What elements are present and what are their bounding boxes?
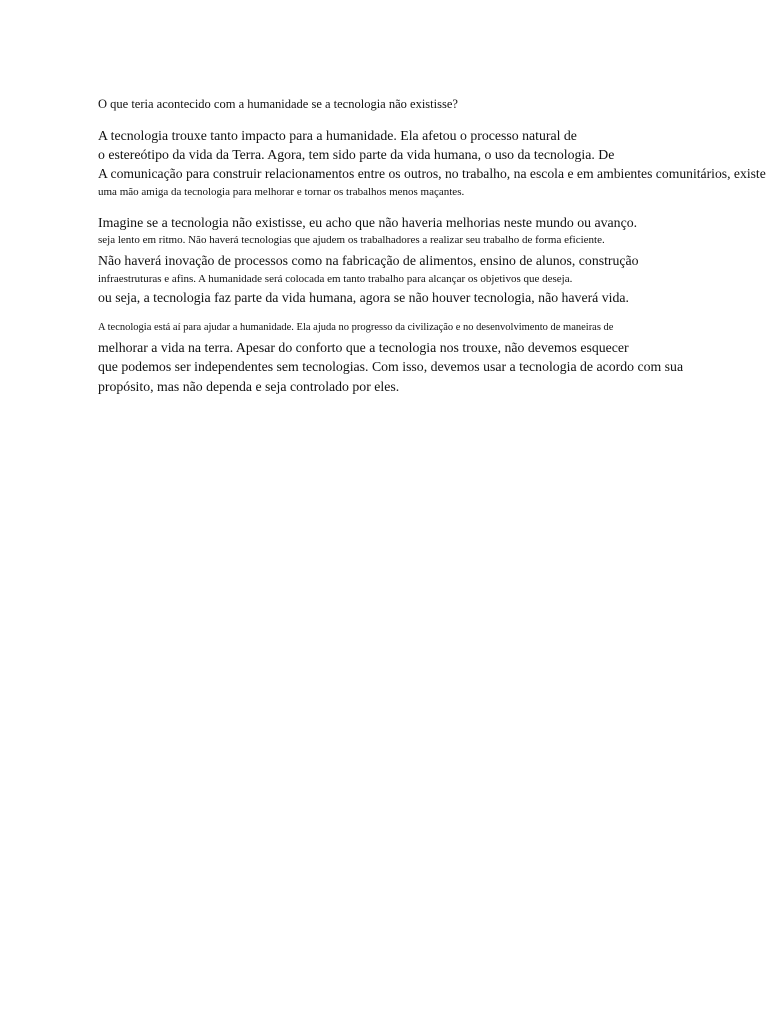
paragraph-1-line-4: uma mão amiga da tecnologia para melhorar e tornar os trabalhos menos maçantes. [98, 186, 465, 198]
paragraph-1-line-1: A tecnologia trouxe tanto impacto para a humanidade. Ela afetou o processo natural de [98, 128, 577, 143]
paragraph-2-line-4: infraestruturas e afins. A humanidade será colocada em tanto trabalho para alcançar os objetivos que deseja. [98, 273, 573, 285]
document-title: O que teria acontecido com a humanidade se a tecnologia não existisse? [98, 97, 458, 111]
paragraph-3-line-1: A tecnologia está aí para ajudar a humanidade. Ela ajuda no progresso da civilização e no desenvolvimento de maneiras de [98, 322, 614, 333]
paragraph-3-line-2: melhorar a vida na terra. Apesar do conforto que a tecnologia nos trouxe, não devemos esquecer [98, 340, 629, 355]
paragraph-2-line-3: Não haverá inovação de processos como na fabricação de alimentos, ensino de alunos, construção [98, 253, 639, 268]
paragraph-2-line-5: ou seja, a tecnologia faz parte da vida humana, agora se não houver tecnologia, não haverá vida. [98, 290, 629, 305]
paragraph-1-line-2: o estereótipo da vida da Terra. Agora, tem sido parte da vida humana, o uso da tecnologia. De [98, 147, 615, 162]
paragraph-3-line-4: propósito, mas não dependa e seja controlado por eles. [98, 379, 400, 394]
paragraph-1-line-3: A comunicação para construir relacionamentos entre os outros, no trabalho, na escola e em ambientes comunitários, existe [98, 166, 766, 181]
paragraph-3-line-3: que podemos ser independentes sem tecnologias. Com isso, devemos usar a tecnologia de acordo com sua [98, 359, 684, 374]
paragraph-2-line-2: seja lento em ritmo. Não haverá tecnologias que ajudem os trabalhadores a realizar seu trabalho de forma eficiente. [98, 234, 605, 246]
paragraph-2-line-1: Imagine se a tecnologia não existisse, eu acho que não haveria melhorias neste mundo ou avanço. [98, 215, 638, 230]
